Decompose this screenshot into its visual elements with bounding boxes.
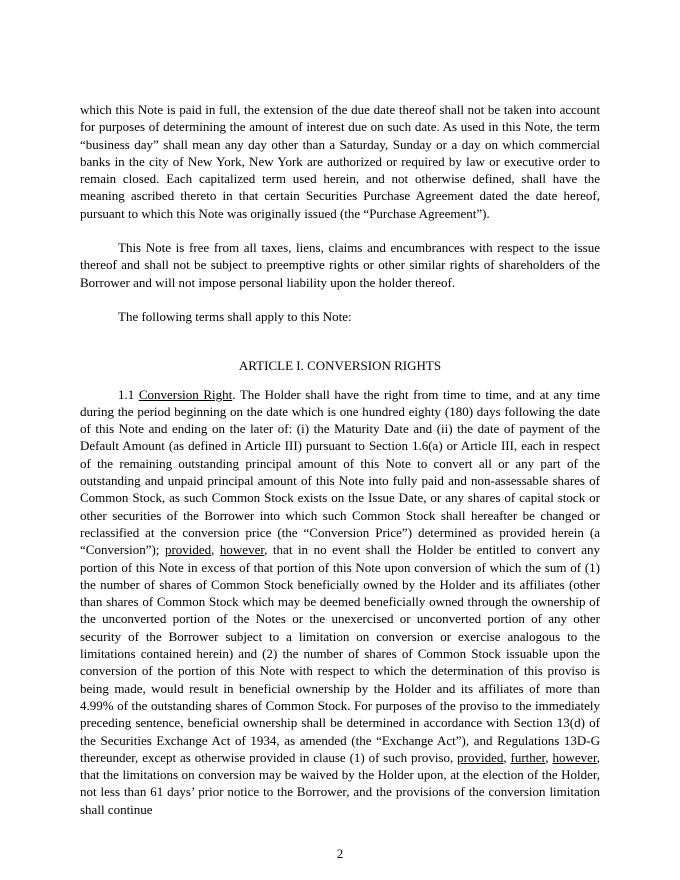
- paragraph: [80, 386, 600, 818]
- paragraph: [80, 101, 600, 222]
- underlined-text: however: [219, 542, 265, 558]
- text-run: ,: [545, 749, 553, 765]
- underlined-text: however: [552, 749, 597, 765]
- paragraph: [80, 239, 600, 291]
- text-run: ,: [211, 542, 220, 558]
- text-run: ARTICLE I. CONVERSION RIGHTS: [238, 358, 442, 374]
- text-run: which this Note is paid in full, the extension of the due date thereof shall not be taken into account for purposes of determining the amount of interest due on such date. As used in this Note, the term “business day” shall mean any day other than a Saturday, Sunday or a day on which commercial banks in the city of New York, New York are authorized or required by law or executive order to remain closed. Each capitalized term used herein, and not otherwise defined, shall have the meaning ascribed thereto in that certain Securities Purchase Agreement dated the date hereof, pursuant to which this Note was originally issued (the “Purchase Agreement”).: [80, 102, 600, 221]
- text-run: , that the limitations on conversion may be waived by the Holder upon, at the election of the Holder, not less than 61 days’ prior notice to the Borrower, and the provisions of the conversion limitation shall continue: [80, 749, 601, 817]
- page-number: 2: [336, 846, 344, 861]
- underlined-text: Conversion Right: [138, 386, 233, 402]
- paragraph: [80, 308, 600, 325]
- text-run: This Note is free from all taxes, liens, claims and encumbrances with respect to the issue thereof and shall not be subject to preemptive rights or other similar rights of shareholders of the Borrower and will not impose personal liability upon the holder thereof.: [80, 240, 600, 290]
- underlined-text: further: [510, 749, 546, 765]
- text-run: ,: [503, 749, 511, 765]
- text-run: . The Holder shall have the right from time to time, and at any time during the period beginning on the date which is one hundred eighty (180) days following the date of this Note and ending on the later of: (i) the Maturity Date and (ii) the date of payment of the Default Amount (as defined in Article III) pursuant to Section 1.6(a) or Article III, each in respect of the remaining outstanding principal amount of this Note to convert all or any part of the outstanding and unpaid principal amount of this Note into fully paid and non-assessable shares of Common Stock, as such Common Stock exists on the Issue Date, or any shares of capital stock or other securities of the Borrower into which such Common Stock shall hereafter be changed or reclassified at the conversion price (the “Conversion Price”) determined as provided herein (a “Conversion”);: [80, 386, 600, 558]
- text-run: , that in no event shall the Holder be entitled to convert any portion of this Note in excess of that portion of this Note upon conversion of which the sum of (1) the number of shares of Common Stock beneficially owned by the Holder and its affiliates (other than shares of Common Stock which may be deemed beneficially owned through the ownership of the unconverted portion of the Notes or the unexercised or unconverted portion of any other security of the Borrower subject to a limitation on conversion or exercise analogous to the limitations contained herein) and (2) the number of shares of Common Stock issuable upon the conversion of the portion of this Note with respect to which the determination of this proviso is being made, would result in beneficial ownership by the Holder and its affiliates of more than 4.99% of the outstanding shares of Common Stock. For purposes of the proviso to the immediately preceding sentence, beneficial ownership shall be determined in accordance with Section 13(d) of the Securities Exchange Act of 1934, as amended (the “Exchange Act”), and Regulations 13D-G thereunder, except as otherwise provided in clause (1) of such proviso,: [80, 542, 600, 765]
- document-body: [80, 101, 600, 835]
- underlined-text: provided: [457, 749, 504, 765]
- article-heading: [80, 357, 600, 374]
- text-run: The following terms shall apply to this Note:: [118, 308, 352, 324]
- underlined-text: provided: [164, 542, 212, 558]
- text-run: 1.1: [118, 386, 139, 402]
